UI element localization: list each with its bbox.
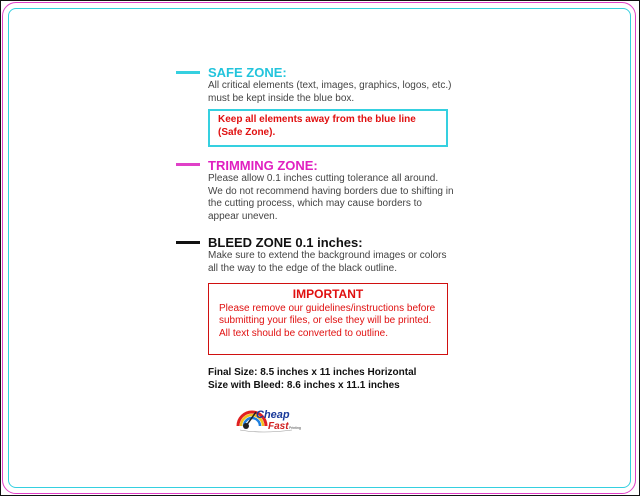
logo-word-printing: Printing <box>289 426 301 430</box>
bleed-zone-line: all the way to the edge of the black outline. <box>208 262 398 274</box>
bleed-zone-title: BLEED ZONE 0.1 inches: <box>208 235 363 250</box>
safe-zone-notice <box>208 109 448 147</box>
important-line: submitting your files, or else they will be printed. <box>219 315 432 326</box>
trimming-zone-line: Please allow 0.1 inches cutting tolerance all around. <box>208 173 439 184</box>
bleed-size: Size with Bleed: 8.6 inches x 11.1 inches <box>208 379 400 391</box>
trimming-zone-marker <box>176 163 200 166</box>
final-size: Final Size: 8.5 inches x 11 inches Horizontal <box>208 367 417 378</box>
trimming-zone-line: the cutting process, which may cause borders to <box>208 198 422 209</box>
trimming-zone-text <box>208 173 454 223</box>
safe-zone-marker <box>176 71 200 74</box>
safe-zone-line: All critical elements (text, images, graphics, logos, etc.) <box>208 80 452 91</box>
safe-zone-notice-line: (Safe Zone). <box>218 126 276 138</box>
safe-zone-title: SAFE ZONE: <box>208 65 287 80</box>
bleed-zone-marker <box>176 241 200 244</box>
important-line: All text should be converted to outline. <box>219 327 388 339</box>
safe-zone-text <box>208 80 451 105</box>
important-box <box>208 283 448 355</box>
trimming-zone-line: We do not recommend having borders due to shifting in <box>208 185 454 197</box>
bleed-zone-text <box>208 250 446 275</box>
safe-zone-notice-line: Keep all elements away from the blue line <box>218 114 416 125</box>
trimming-zone-title: TRIMMING ZONE: <box>208 158 318 173</box>
logo-word-cheap: Cheap <box>256 409 290 421</box>
important-text <box>209 303 447 341</box>
bleed-zone-line: Make sure to extend the background images or colors <box>208 250 447 261</box>
brand-logo <box>232 398 312 438</box>
logo-word-fast: Fast <box>268 421 289 432</box>
safe-zone-line: must be kept inside the blue box. <box>208 92 355 104</box>
important-line: Please remove our guidelines/instructions before <box>219 302 436 314</box>
size-info <box>208 367 416 392</box>
important-title: IMPORTANT <box>292 287 364 301</box>
trimming-zone-line: appear uneven. <box>208 210 278 222</box>
logo-graphic <box>232 398 312 438</box>
